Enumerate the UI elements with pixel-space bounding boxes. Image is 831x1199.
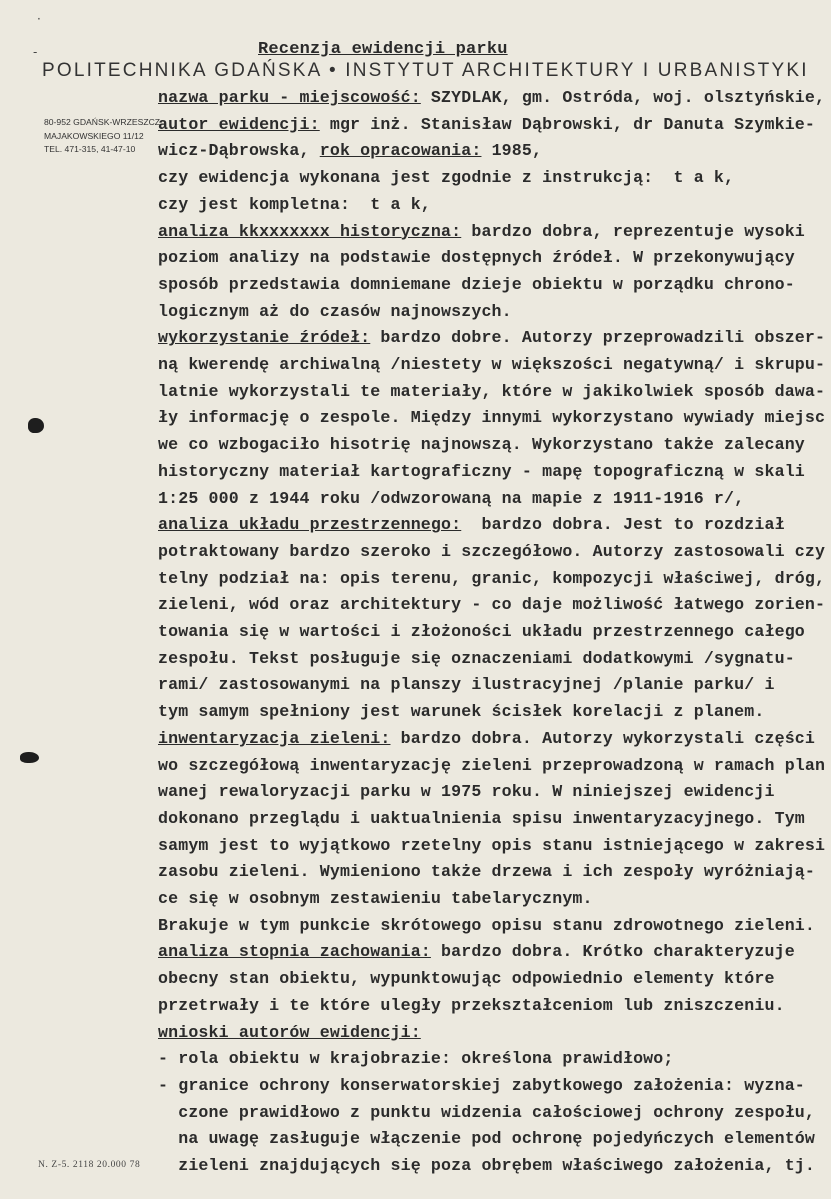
line-text: [158, 1103, 815, 1122]
line-segment: zieleni znajdujących się poza obrębem właściwego założenia, tj.: [158, 1156, 816, 1175]
line-segment: rami/ zastosowanymi na planszy ilustracyjnej /planie parku/ i: [158, 675, 775, 695]
line-text: [158, 1129, 815, 1148]
section-heading: wnioski autorów ewidencji:: [158, 1022, 421, 1042]
line-text: [158, 1156, 815, 1175]
section-heading: analiza układu przestrzennego:: [158, 515, 462, 535]
line-segment: ną kwerendę archiwalną /niestety w większości negatywną/ i skrupu-: [158, 355, 826, 374]
line-text: [158, 969, 775, 988]
line-text: [158, 756, 825, 775]
line-segment: historyczny materiał kartograficzny - mapę topograficzną w skali: [158, 461, 805, 481]
line-text: [158, 275, 795, 294]
line-text: [158, 328, 825, 347]
line-segment: wicz-Dąbrowska,: [158, 141, 320, 161]
line-segment: samym jest to wyjątkowo rzetelny opis stanu istniejącego w zakresi: [158, 835, 826, 855]
line-segment: telny podział na: opis terenu, granic, kompozycji właściwej, dróg,: [158, 568, 826, 588]
section-heading: nazwa parku - miejscowość:: [158, 88, 421, 107]
line-segment: zasobu zieleni. Wymieniono także drzewa i ich zespoły wyróżniają-: [158, 862, 816, 882]
line-text: [158, 141, 542, 160]
line-text: [158, 649, 795, 668]
line-segment: 1985,: [481, 141, 543, 161]
line-text: [158, 222, 805, 241]
line-segment: sposób przedstawia domniemane dzieje obiektu w porządku chrono-: [158, 274, 795, 294]
line-text: [158, 916, 815, 935]
line-text: [158, 942, 795, 961]
letterhead: POLITECHNIKA GDAŃSKA • INSTYTUT ARCHITEKTURY I URBANISTYKI: [42, 60, 809, 81]
line-text: [158, 115, 815, 134]
line-text: [158, 569, 825, 588]
line-text: [158, 88, 825, 107]
line-segment: bardzo dobra. Krótko charakteryzuje: [430, 942, 795, 962]
address-line: 80-952 GDAŃSK-WRZESZCZ: [44, 117, 161, 127]
line-segment: towania się w wartości i złożoności układu przestrzennego całego: [158, 622, 805, 641]
line-segment: bardzo dobra. Autorzy wykorzystali części: [390, 728, 816, 748]
line-text: [158, 302, 512, 321]
section-heading: inwentaryzacja zieleni:: [158, 728, 391, 748]
address-line: TEL. 471-315, 41-47-10: [44, 144, 136, 154]
ink-blot: [20, 752, 39, 763]
line-segment: na uwagę zasługuje włączenie pod ochronę pojedyńczych elementów: [158, 1129, 816, 1149]
line-segment: we co wzbogaciło hisotrię najnowszą. Wykorzystano także zalecany: [158, 435, 805, 455]
line-text: [158, 782, 775, 801]
section-heading: wykorzystanie źródeł:: [158, 328, 371, 348]
line-segment: potraktowany bardzo szeroko i szczegółowo. Autorzy zastosowali czy: [158, 541, 826, 561]
line-text: [158, 595, 825, 614]
line-segment: Brakuje w tym punkcie skrótowego opisu stanu zdrowotnego zieleni.: [158, 915, 816, 935]
line-segment: mgr inż. Stanisław Dąbrowski, dr Danuta Szymkie-: [319, 114, 816, 134]
line-segment: wo szczegółową inwentaryzację zieleni przeprowadzoną w ramach plan: [158, 755, 826, 775]
line-text: [158, 622, 805, 641]
line-segment: latnie wykorzystali te materiały, które w jakikolwiek sposób dawa-: [158, 381, 826, 401]
line-segment: poziom analizy na podstawie dostępnych źródeł. W przekonywujący: [158, 248, 795, 268]
line-text: [158, 1023, 421, 1042]
section-heading: rok opracowania:: [319, 141, 482, 161]
line-segment: obecny stan obiektu, wypunktowując odpowiednio elementy które: [158, 969, 775, 989]
line-segment: - rola obiektu w krajobrazie: określona prawidłowo;: [158, 1049, 674, 1069]
address-line: MAJAKOWSKIEGO 11/12: [44, 130, 144, 141]
line-text: [158, 1076, 805, 1095]
line-segment: SZYDLAK, gm. Ostróda, woj. olsztyńskie,: [420, 88, 826, 107]
line-text: [158, 996, 785, 1015]
line-text: [158, 675, 775, 694]
line-segment: zieleni, wód oraz architektury - co daje możliwość łatwego zorien-: [158, 595, 826, 615]
section-heading: analiza kkxxxxxxx historyczna:: [158, 221, 462, 241]
line-segment: bardzo dobre. Autorzy przeprowadzili obszer-: [370, 328, 826, 348]
line-segment: zespołu. Tekst posługuje się oznaczeniami dodatkowymi /sygnatu-: [158, 648, 795, 668]
line-text: [158, 195, 431, 214]
line-text: [158, 889, 593, 908]
line-text: [158, 248, 795, 267]
line-segment: 1:25 000 z 1944 roku /odwzorowaną na mapie z 1911-1916 r/,: [158, 488, 745, 508]
punch-mark: ·: [37, 12, 41, 26]
letterhead-address: [44, 116, 160, 157]
line-segment: logicznym aż do czasów najnowszych.: [158, 301, 512, 321]
document-title: Recenzja ewidencji parku: [258, 40, 508, 59]
line-text: [158, 382, 825, 401]
print-footer: N. Z-5. 2118 20.000 78: [38, 1160, 141, 1170]
line-text: [158, 729, 815, 748]
line-text: [158, 809, 805, 828]
line-segment: wanej rewaloryzacji parku w 1975 roku. W niniejszej ewidencji: [158, 782, 775, 802]
section-heading: autor ewidencji:: [158, 114, 320, 134]
line-segment: przetrwały i te które uległy przekształceniom lub zniszczeniu.: [158, 995, 785, 1015]
line-text: [158, 462, 805, 481]
ink-blot: [28, 418, 44, 433]
line-segment: tym samym spełniony jest warunek ścisłek korelacji z planem.: [158, 702, 765, 722]
line-segment: bardzo dobra. Jest to rozdział: [461, 515, 785, 535]
line-text: [158, 702, 764, 721]
line-text: [158, 408, 825, 427]
line-segment: - granice ochrony konserwatorskiej zabytkowego założenia: wyzna-: [158, 1075, 805, 1095]
line-text: [158, 435, 805, 454]
line-text: [158, 836, 825, 855]
line-segment: ce się w osobnym zestawieniu tabelarycznym.: [158, 889, 593, 908]
line-text: [158, 1049, 674, 1068]
line-segment: bardzo dobra, reprezentuje wysoki: [461, 221, 805, 241]
line-text: [158, 862, 815, 881]
section-heading: analiza stopnia zachowania:: [158, 942, 431, 962]
line-segment: czy ewidencja wykonana jest zgodnie z instrukcją: t a k,: [158, 168, 735, 188]
line-segment: dokonano przeglądu i uaktualnienia spisu inwentaryzacyjnego. Tym: [158, 808, 805, 828]
line-text: [158, 168, 734, 187]
line-segment: czy jest kompletna: t a k,: [158, 194, 431, 214]
line-text: [158, 355, 825, 374]
line-segment: ły informację o zespole. Między innymi wykorzystano wywiady miejsc: [158, 408, 826, 428]
punch-mark: -: [33, 45, 38, 59]
line-text: [158, 542, 825, 561]
line-segment: czone prawidłowo z punktu widzenia całościowej ochrony zespołu,: [158, 1102, 816, 1122]
line-text: [158, 489, 744, 508]
line-text: [158, 515, 785, 534]
